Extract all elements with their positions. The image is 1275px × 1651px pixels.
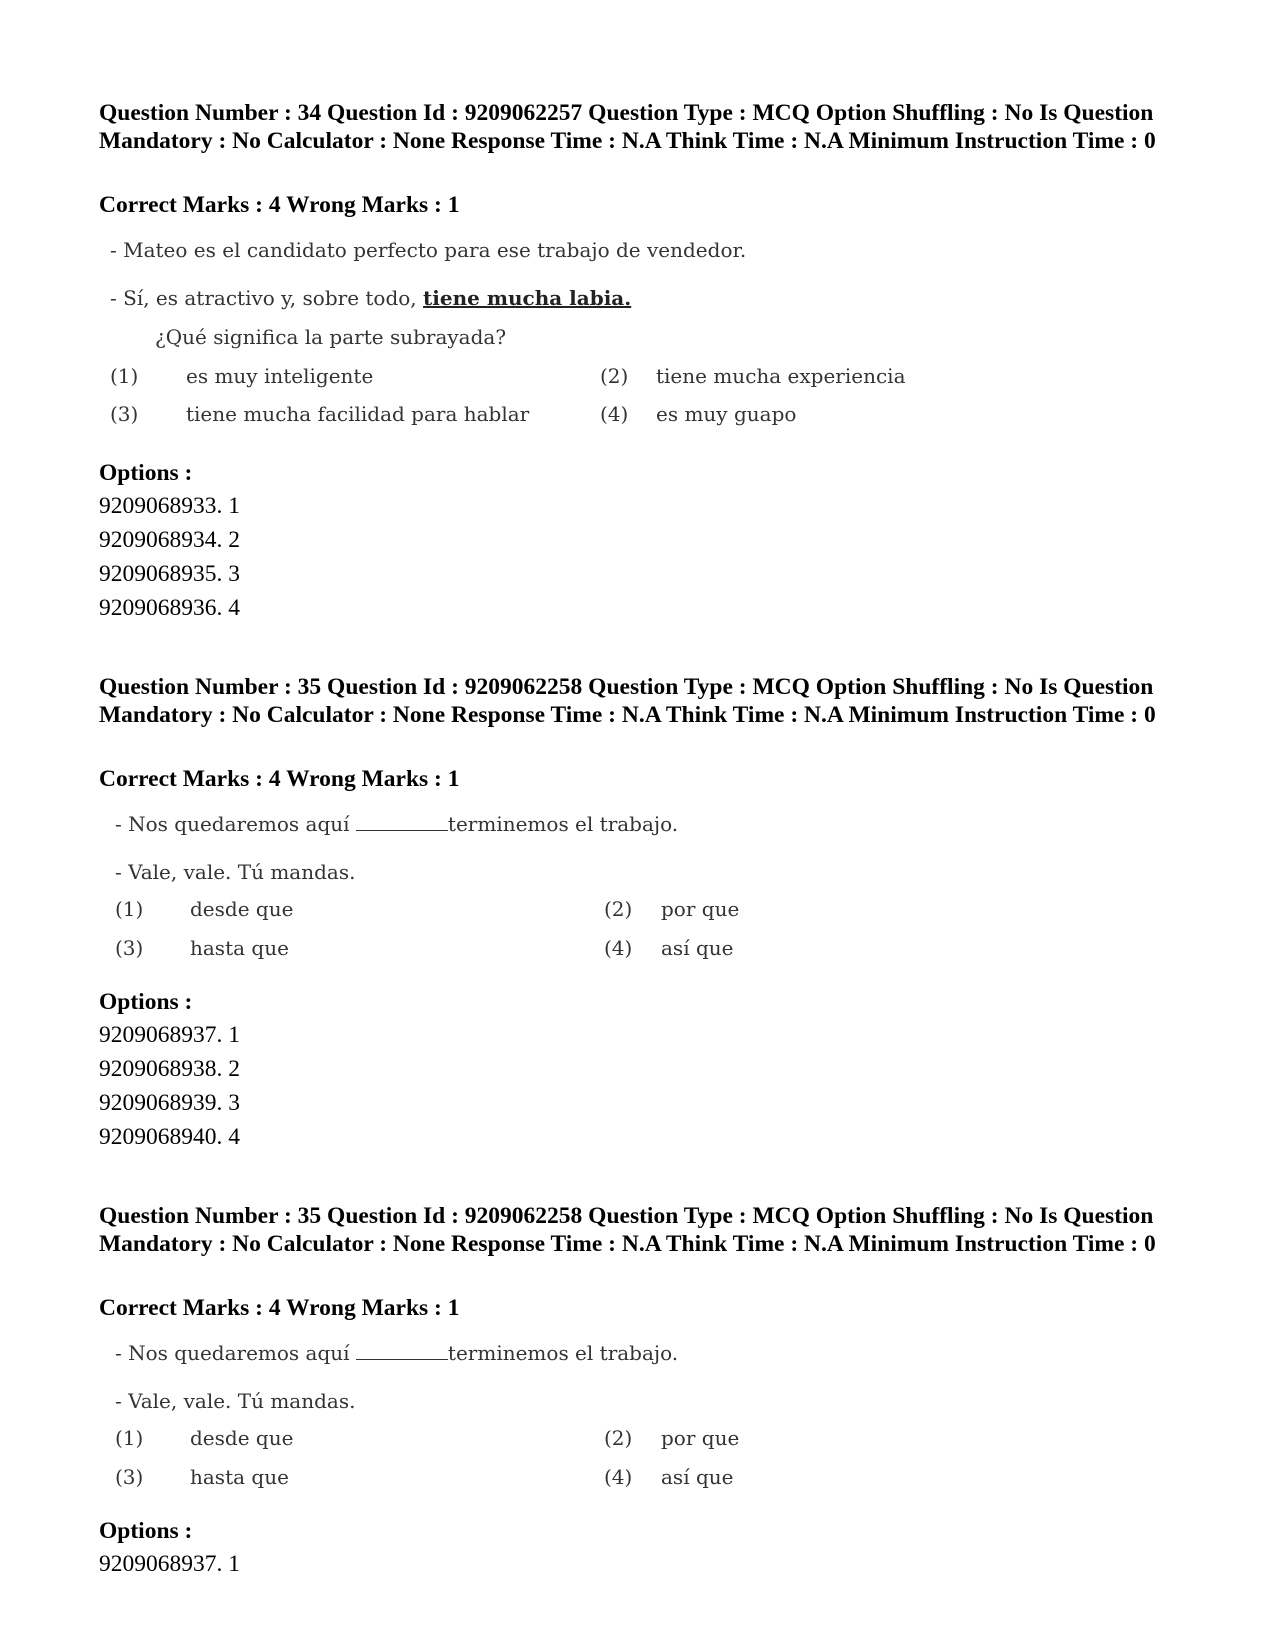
choice-text: por que (661, 897, 740, 921)
question-35-meta: Question Number : 35 Question Id : 9209062258 Question Type : MCQ Option Shuffling : No Is Question Mandatory : No Calculator : None Response Time : N.A Think Time : N.A Minimum Instruction Time : 0 (99, 674, 1156, 728)
question-35-repeat-marks: Correct Marks : 4 Wrong Marks : 1 (99, 1295, 460, 1321)
option-line: 9209068937. 1 (99, 1551, 240, 1577)
question-35-marks: Correct Marks : 4 Wrong Marks : 1 (99, 766, 460, 792)
question-35-line1 (115, 812, 678, 836)
choice-number: (4) (604, 1465, 633, 1489)
choice-number: (2) (600, 364, 629, 388)
question-35-repeat-line1 (115, 1341, 678, 1365)
options-label: Options : (99, 460, 193, 486)
blank-line (356, 1343, 448, 1360)
question-35-line1-pre: - Nos quedaremos aquí (115, 812, 356, 836)
option-line: 9209068940. 4 (99, 1124, 240, 1150)
question-35-line1-post: terminemos el trabajo. (447, 812, 679, 836)
question-35-repeat-line2: - Vale, vale. Tú mandas. (115, 1389, 356, 1413)
choice-text: tiene mucha facilidad para hablar (186, 402, 530, 426)
choice-number: (3) (115, 1465, 144, 1489)
choice-number: (2) (604, 1426, 633, 1450)
option-line: 9209068939. 3 (99, 1090, 240, 1116)
question-35-repeat-line1-post: terminemos el trabajo. (447, 1341, 679, 1365)
option-line: 9209068935. 3 (99, 561, 240, 587)
choice-number: (3) (115, 936, 144, 960)
underlined-phrase: tiene mucha labia. (423, 286, 632, 310)
question-34-line2-text: - Sí, es atractivo y, sobre todo, (110, 286, 424, 310)
option-line: 9209068933. 1 (99, 493, 240, 519)
question-34-line2 (110, 286, 631, 310)
choice-text: así que (661, 936, 734, 960)
options-label: Options : (99, 1518, 193, 1544)
blank-line (356, 814, 448, 831)
question-34-marks: Correct Marks : 4 Wrong Marks : 1 (99, 192, 460, 218)
option-line: 9209068937. 1 (99, 1022, 240, 1048)
choice-text: es muy inteligente (186, 364, 374, 388)
question-34-line1: - Mateo es el candidato perfecto para ese trabajo de vendedor. (110, 238, 747, 262)
choice-text: tiene mucha experiencia (656, 364, 906, 388)
choice-text: es muy guapo (656, 402, 797, 426)
question-34-prompt: ¿Qué significa la parte subrayada? (155, 325, 507, 349)
choice-number: (1) (115, 897, 144, 921)
options-label: Options : (99, 989, 193, 1015)
option-line: 9209068938. 2 (99, 1056, 240, 1082)
question-34-meta: Question Number : 34 Question Id : 9209062257 Question Type : MCQ Option Shuffling : No Is Question Mandatory : No Calculator : None Response Time : N.A Think Time : N.A Minimum Instruction Time : 0 (99, 100, 1156, 154)
choice-number: (1) (110, 364, 139, 388)
choice-number: (3) (110, 402, 139, 426)
option-line: 9209068934. 2 (99, 527, 240, 553)
choice-text: desde que (190, 897, 294, 921)
question-35-repeat-meta: Question Number : 35 Question Id : 9209062258 Question Type : MCQ Option Shuffling : No Is Question Mandatory : No Calculator : None Response Time : N.A Think Time : N.A Minimum Instruction Time : 0 (99, 1203, 1156, 1257)
question-35-repeat-line1-pre: - Nos quedaremos aquí (115, 1341, 356, 1365)
option-line: 9209068936. 4 (99, 595, 240, 621)
choice-text: así que (661, 1465, 734, 1489)
choice-number: (4) (600, 402, 629, 426)
choice-text: por que (661, 1426, 740, 1450)
choice-text: desde que (190, 1426, 294, 1450)
choice-text: hasta que (190, 1465, 289, 1489)
choice-text: hasta que (190, 936, 289, 960)
choice-number: (4) (604, 936, 633, 960)
choice-number: (2) (604, 897, 633, 921)
choice-number: (1) (115, 1426, 144, 1450)
question-35-line2: - Vale, vale. Tú mandas. (115, 860, 356, 884)
